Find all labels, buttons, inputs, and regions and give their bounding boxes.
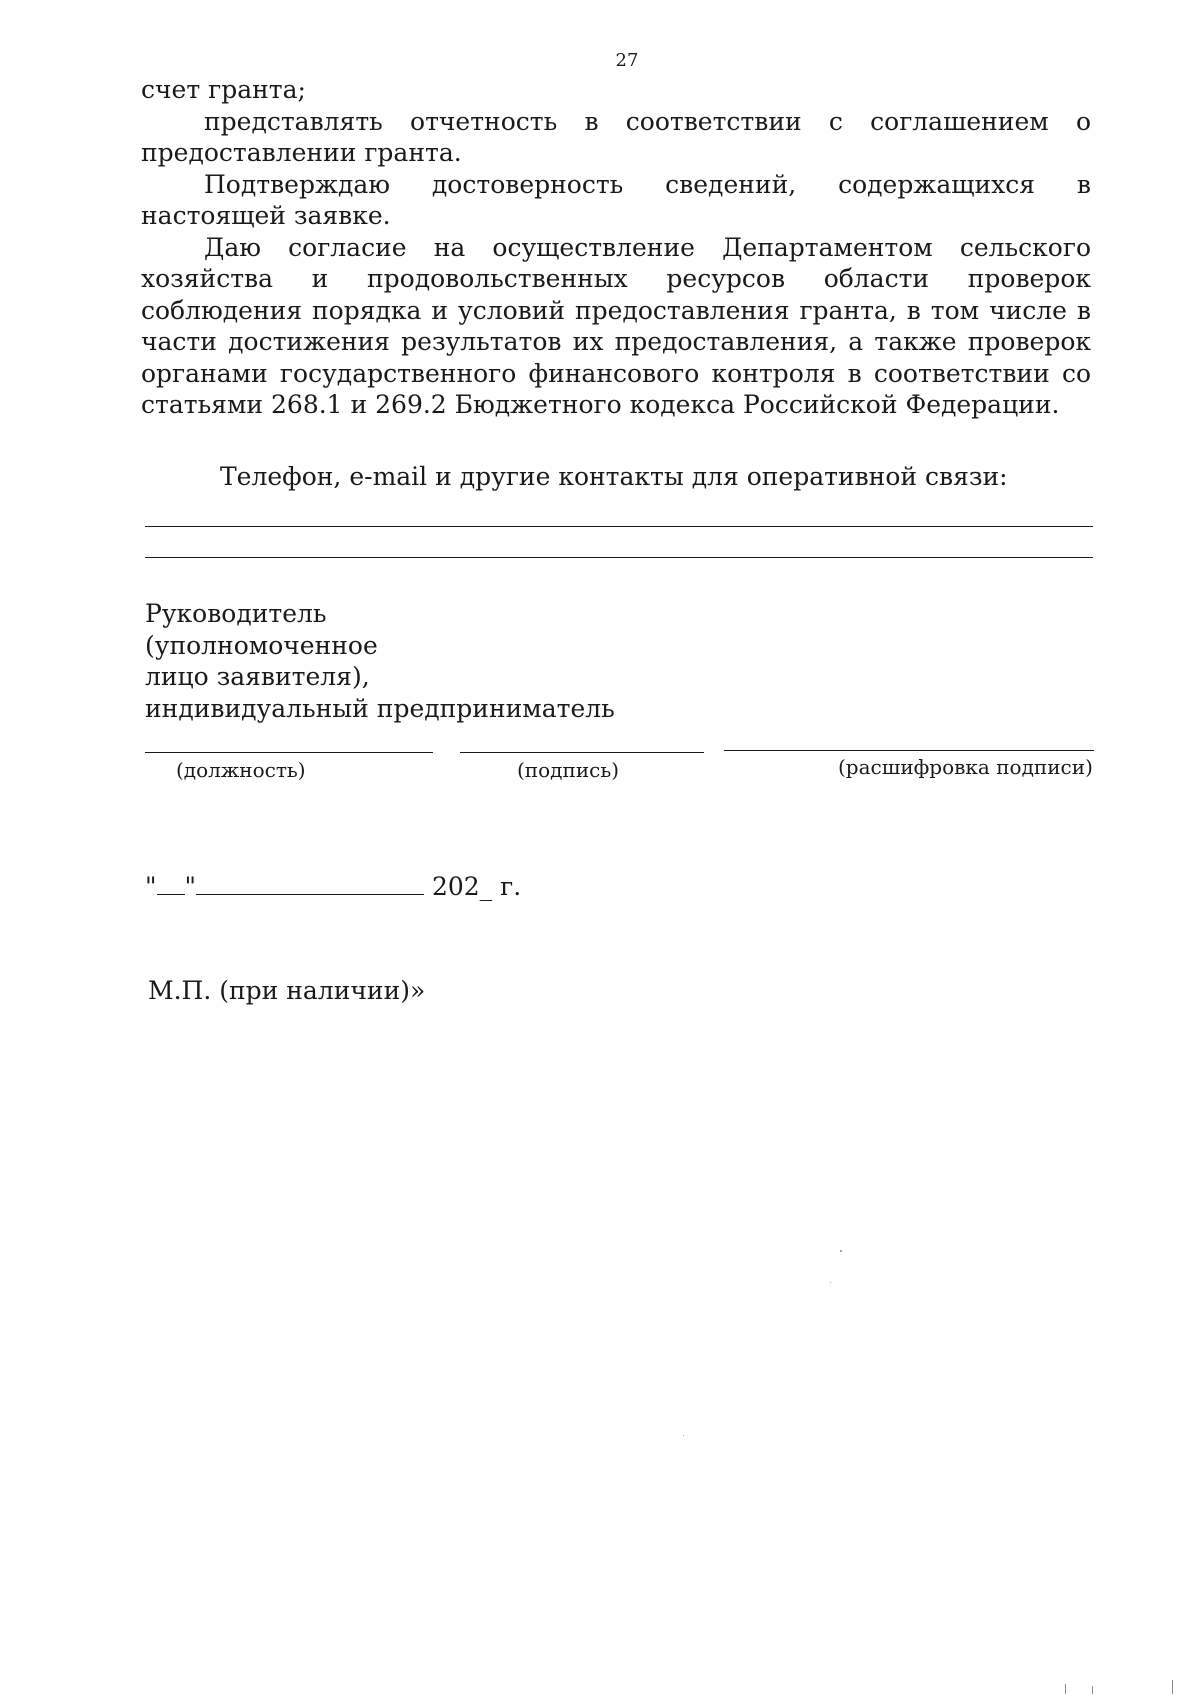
signer-line-3: лицо заявителя), xyxy=(145,662,370,691)
position-line[interactable] xyxy=(145,752,433,753)
paragraph-reporting: представлять отчетность в соответствии с соглашением о предоставлении гранта. xyxy=(141,106,1091,167)
signature-line[interactable] xyxy=(460,752,704,753)
date-line xyxy=(145,872,521,901)
date-quote-open: " xyxy=(145,872,157,901)
signer-block xyxy=(145,598,615,724)
contacts-line-2[interactable] xyxy=(145,557,1093,558)
body-text xyxy=(141,74,1091,421)
scan-speck xyxy=(1065,1684,1066,1694)
signer-line-4: индивидуальный предприниматель xyxy=(145,693,615,723)
decoding-line[interactable] xyxy=(724,750,1094,751)
contacts-line-1[interactable] xyxy=(145,526,1093,527)
date-month-blank[interactable] xyxy=(196,872,424,895)
scan-speck xyxy=(840,1250,842,1252)
contacts-label: Телефон, e-mail и другие контакты для оперативной связи: xyxy=(220,462,1008,491)
stamp-label: М.П. (при наличии)» xyxy=(148,976,426,1005)
paragraph-confirmation: Подтверждаю достоверность сведений, содержащихся в настоящей заявке. xyxy=(141,169,1091,230)
caption-signature: (подпись) xyxy=(517,758,620,782)
date-year: 202_ г. xyxy=(431,872,522,901)
paragraph-consent: Даю согласие на осуществление Департаментом сельского хозяйства и продовольственных ресурсов области проверок соблюдения порядка и условий предоставления гранта, в том числе в части достижения результатов их предоставления, а также проверок органами государственного финансового контроля в соответствии со статьями 268.1 и 269.2 Бюджетного кодекса Российской Федерации. xyxy=(141,232,1091,419)
scan-speck xyxy=(830,1282,831,1283)
scan-speck xyxy=(683,1435,684,1436)
date-quote-close: " xyxy=(184,872,196,901)
caption-position: (должность) xyxy=(176,758,306,782)
page-number: 27 xyxy=(615,50,639,71)
scan-speck xyxy=(1092,1686,1093,1694)
caption-decoding: (расшифровка подписи) xyxy=(838,755,1093,779)
scan-speck xyxy=(1172,1680,1173,1694)
signer-line-1: Руководитель xyxy=(145,599,327,628)
paragraph-grant-account: счет гранта; xyxy=(141,75,306,104)
signer-line-2: (уполномоченное xyxy=(145,630,378,660)
date-day-blank[interactable] xyxy=(157,872,185,895)
